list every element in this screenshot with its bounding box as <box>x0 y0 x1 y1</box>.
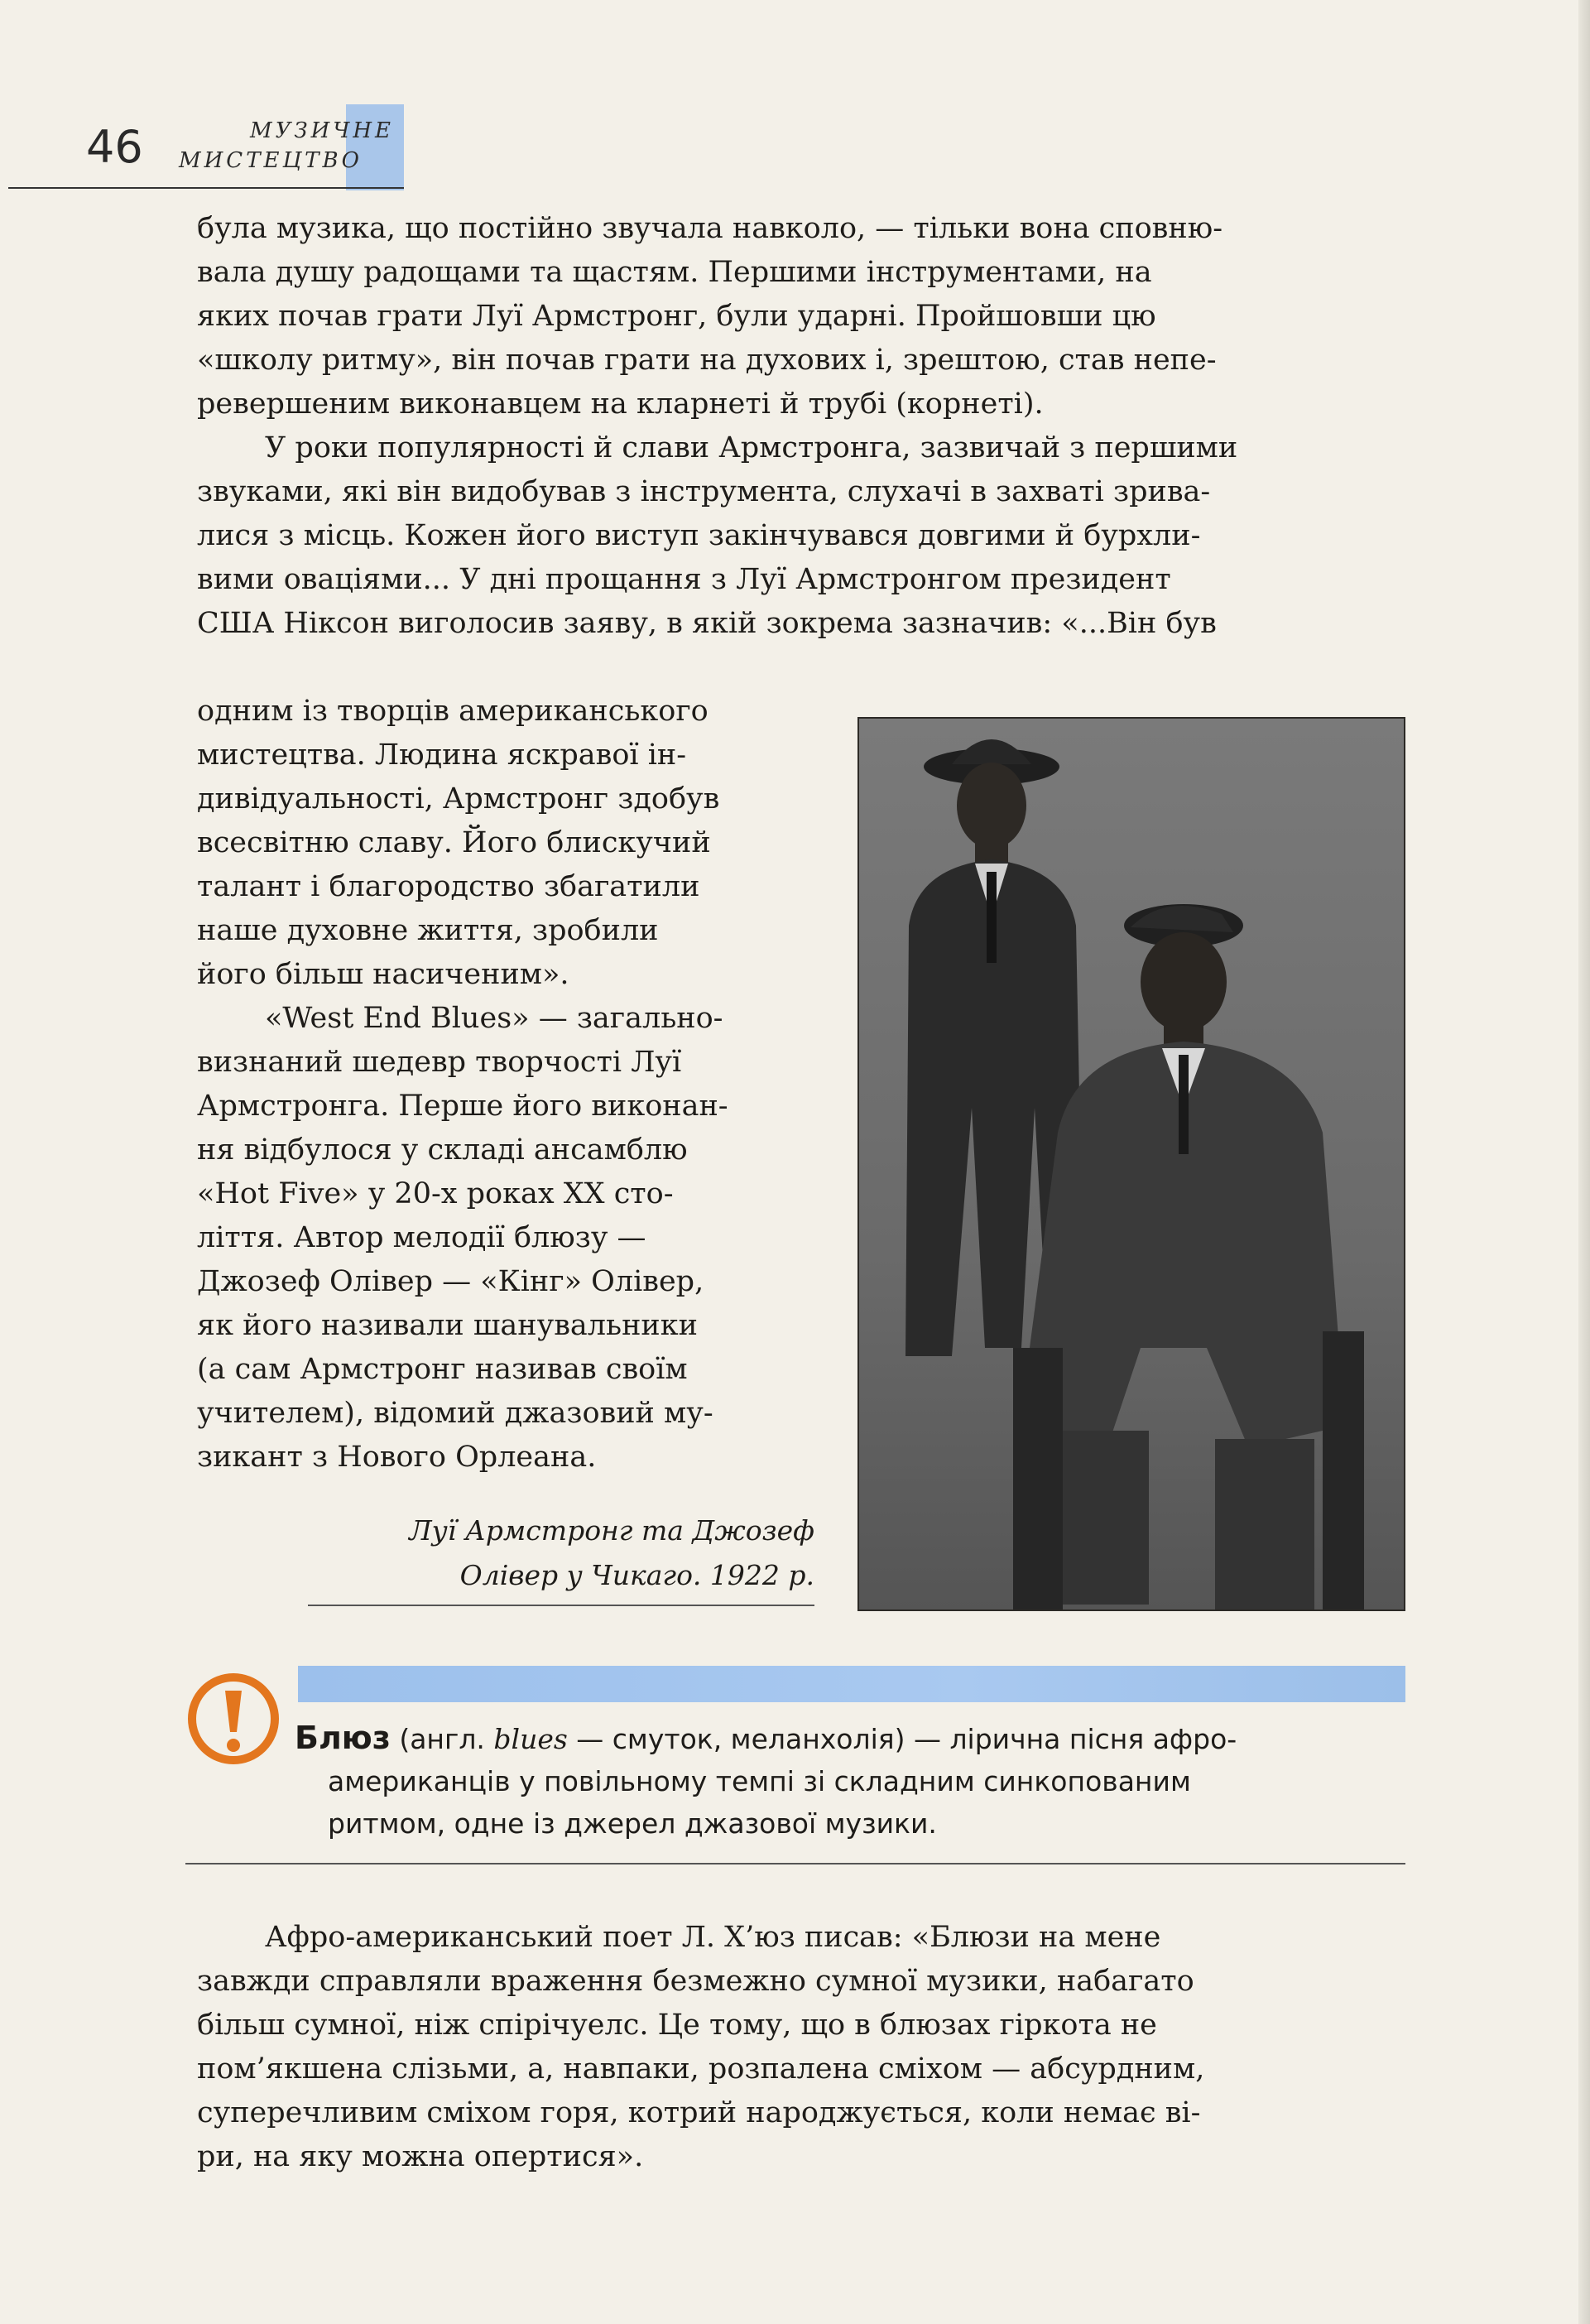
section-label <box>179 116 394 176</box>
definition-line <box>295 1717 1404 1760</box>
paragraph-3-line: як його називали шанувальники <box>197 1309 698 1342</box>
paragraph-2 <box>197 426 1407 646</box>
paragraph-3-line: ліття. Автор мелодії блюзу — <box>197 1221 646 1254</box>
section-label-line1: МУЗИЧНЕ <box>249 118 394 143</box>
paragraph-3-line: ня відбулося у складі ансамблю <box>197 1133 688 1167</box>
definition-line: ритмом, одне із джерел джазової музики. <box>328 1807 937 1840</box>
paragraph-1-line: була музика, що постійно звучала навколо, — тільки вона сповню- <box>197 212 1223 245</box>
paragraph-3-line: зикант з Нового Орлеана. <box>197 1441 597 1474</box>
paragraph-1-line: «школу ритму», він почав грати на духових і, зрештою, став непе- <box>197 344 1217 377</box>
definition-fragment: — смуток, меланхолія) — лірична пісня афро- <box>567 1723 1237 1755</box>
page-edge-shadow <box>1578 0 1590 2324</box>
definition-line: американців у повільному темпі зі складним синкопованим <box>328 1765 1191 1797</box>
definition-fragment: (англ. <box>390 1723 494 1755</box>
paragraph-3-line: талант і благородство збагатили <box>197 870 700 903</box>
paragraph-1-line: яких почав грати Луї Армстронг, були ударні. Пройшовши цю <box>197 300 1156 333</box>
paragraph-4-line: завжди справляли враження безмежно сумної музики, набагато <box>197 1965 1194 1998</box>
photo-caption-line1: Луї Армстронг та Джозеф <box>409 1514 814 1547</box>
paragraph-3-line: одним із творців американського <box>197 695 709 728</box>
paragraph-3-line: «Hot Five» у 20-х роках XX сто- <box>197 1177 674 1210</box>
caption-rule <box>308 1605 814 1606</box>
paragraph-3-line: (а сам Армстронг називав своїм <box>197 1353 688 1386</box>
paragraph-3-line: всесвітню славу. Його блискучий <box>197 826 711 859</box>
definition-highlight-bar <box>298 1666 1405 1702</box>
section-label-line2: МИСТЕЦТВО <box>179 148 363 173</box>
paragraph-3-line: його більш насиченим». <box>197 958 569 991</box>
paragraph-1 <box>197 207 1407 426</box>
paragraph-4-line: суперечливим сміхом горя, котрий народжується, коли немає ві- <box>197 2096 1201 2129</box>
definition-text <box>295 1717 1404 1845</box>
paragraph-3-line: Джозеф Олівер — «Кінг» Олівер, <box>197 1265 704 1298</box>
exclamation-circle-icon <box>185 1671 281 1767</box>
paragraph-2-line: вими оваціями... У дні прощання з Луї Армстронгом президент <box>197 563 1171 596</box>
paragraph-4-line: більш сумної, ніж спірічуелс. Це тому, що в блюзах гіркота не <box>197 2009 1157 2042</box>
paragraph-3-line: наше духовне життя, зробили <box>197 914 659 947</box>
paragraph-2-line: США Ніксон виголосив заяву, в якій зокрема зазначив: «...Він був <box>197 607 1217 640</box>
paragraph-3-line: Армстронга. Перше його виконан- <box>197 1090 728 1123</box>
paragraph-3-line: мистецтва. Людина яскравої ін- <box>197 739 687 772</box>
definition-rule <box>185 1863 1405 1864</box>
photo-caption <box>308 1508 814 1598</box>
paragraph-4-line: Афро-американський поет Л. Х’юз писав: «Блюзи на мене <box>265 1921 1161 1954</box>
paragraph-3 <box>197 690 816 1480</box>
paragraph-2-line: звуками, які він видобував з інструмента, слухачі в захваті зрива- <box>197 475 1211 508</box>
paragraph-3-line: визнаний шедевр творчості Луї <box>197 1046 682 1079</box>
paragraph-3-line: дивідуальності, Армстронг здобув <box>197 782 720 816</box>
definition-english-word: blues <box>493 1723 568 1755</box>
paragraph-3-line: учителем), відомий джазовий му- <box>197 1397 713 1430</box>
paragraph-1-line: ревершеним виконавцем на кларнеті й трубі (корнеті). <box>197 387 1044 421</box>
definition-term: Блюз <box>295 1720 391 1756</box>
photo-illustration <box>859 719 1404 1609</box>
page-number: 46 <box>86 121 143 173</box>
paragraph-2-line: лися з місць. Кожен його виступ закінчувався довгими й бурхли- <box>197 519 1201 552</box>
paragraph-2-line: У роки популярності й слави Армстронга, зазвичай з першими <box>265 431 1238 464</box>
paragraph-4-line: ри, на яку можна опертися». <box>197 2140 644 2173</box>
paragraph-3-line: «West End Blues» — загально- <box>265 1002 723 1035</box>
paragraph-4 <box>197 1916 1407 2179</box>
historical-photo <box>857 717 1405 1611</box>
photo-caption-line2: Олівер у Чикаго. 1922 р. <box>459 1559 814 1591</box>
paragraph-1-line: вала душу радощами та щастям. Першими інструментами, на <box>197 256 1152 289</box>
header-rule <box>8 187 404 189</box>
paragraph-4-line: пом’якшена слізьми, а, навпаки, розпалена сміхом — абсурдним, <box>197 2052 1205 2086</box>
